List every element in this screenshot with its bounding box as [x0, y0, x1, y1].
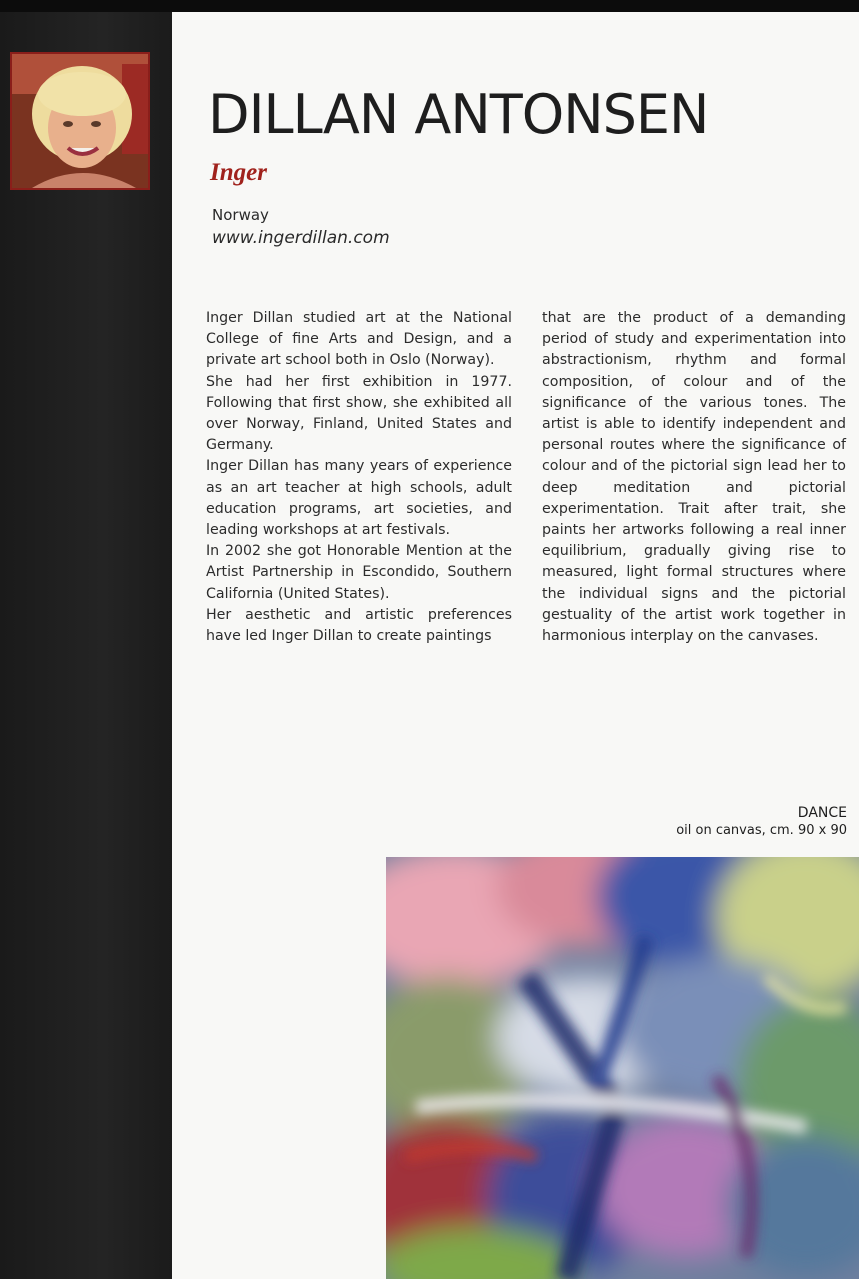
bio-paragraph: In 2002 she got Honorable Mention at the Artist Partnership in Escondido, Southern California (United States). — [206, 543, 512, 602]
artist-country: Norway — [212, 206, 269, 224]
artwork-painting-image — [386, 857, 859, 1279]
biography-column-right — [542, 308, 846, 647]
artwork-details: oil on canvas, cm. 90 x 90 — [676, 823, 847, 838]
artist-website-link[interactable]: www.ingerdillan.com — [212, 228, 390, 248]
artist-first-name: Inger — [210, 159, 267, 186]
bio-paragraph: Her aesthetic and artistic preferences have led Inger Dillan to create paintings — [206, 606, 512, 645]
left-sidebar-band — [0, 12, 172, 1279]
artwork-title: DANCE — [797, 805, 847, 821]
artist-portrait-photo — [10, 52, 150, 190]
top-edge — [0, 0, 859, 12]
artist-surname-heading: DILLAN ANTONSEN — [208, 83, 709, 146]
bio-paragraph: Inger Dillan has many years of experience as an art teacher at high schools, adult education programs, art societies, and leading workshops at art festivals. — [206, 458, 512, 539]
biography-column-left — [206, 308, 512, 647]
artwork-caption — [676, 804, 847, 840]
bio-paragraph: She had her first exhibition in 1977. Following that first show, she exhibited all over Norway, Finland, United States and Germany. — [206, 373, 512, 454]
bio-paragraph: that are the product of a demanding period of study and experimentation into abstractionism, rhythm and formal composition, of colour and of the significance of the various tones. The artist is able to identify independent and personal routes where the significance of colour and of the pictorial sign lead her to deep meditation and pictorial experimentation. Trait after trait, she paints her artworks following a real inner equilibrium, gradually giving rise to measured, light formal structures where the individual signs and the pictorial gestuality of the artist work together in harmonious interplay on the canvases. — [542, 310, 846, 645]
bio-paragraph: Inger Dillan studied art at the National College of fine Arts and Design, and a private art school both in Oslo (Norway). — [206, 310, 512, 369]
